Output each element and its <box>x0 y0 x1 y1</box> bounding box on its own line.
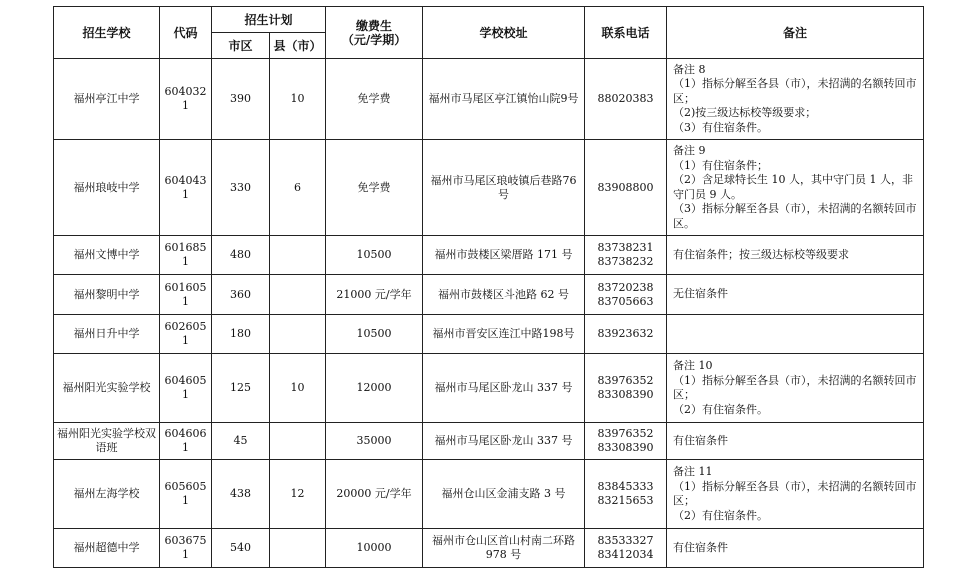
phone-number: 83976352 <box>597 427 654 440</box>
school-cell: 福州黎明中学 <box>54 275 160 315</box>
city-quota-cell: 180 <box>212 315 270 354</box>
phone-number: 83308390 <box>597 388 654 401</box>
remark-line: （2）有住宿条件。 <box>673 508 769 522</box>
address-cell: 福州市仓山区首山村南二环路 978 号 <box>423 529 585 568</box>
remark-line: 备注 10 <box>673 359 713 372</box>
address-cell: 福州市马尾区卧龙山 337 号 <box>423 423 585 460</box>
remark-cell <box>667 59 924 140</box>
code-cell: 6036751 <box>160 529 212 568</box>
code-cell: 6026051 <box>160 315 212 354</box>
county-quota-cell <box>270 423 326 460</box>
phone-number: 88020383 <box>597 92 654 105</box>
code-cell: 6056051 <box>160 460 212 529</box>
city-quota-cell: 540 <box>212 529 270 568</box>
county-quota-cell <box>270 529 326 568</box>
city-quota-cell: 438 <box>212 460 270 529</box>
phone-number: 83533327 <box>597 534 654 547</box>
fee-cell: 10000 <box>326 529 423 568</box>
city-quota-cell: 45 <box>212 423 270 460</box>
header-school: 招生学校 <box>54 7 160 59</box>
remark-cell <box>667 315 924 354</box>
phone-cell <box>585 275 667 315</box>
county-quota-cell: 12 <box>270 460 326 529</box>
header-plan: 招生计划 <box>212 7 326 33</box>
city-quota-cell: 125 <box>212 354 270 423</box>
code-cell: 6040321 <box>160 59 212 140</box>
remark-line: （3）指标分解至各县（市），未招满的名额转回市区。 <box>673 202 917 230</box>
phone-cell <box>585 354 667 423</box>
phone-number: 83215653 <box>597 494 654 507</box>
table-row <box>54 140 924 236</box>
fee-cell: 免学费 <box>326 140 423 236</box>
school-cell: 福州阳光实验学校 <box>54 354 160 423</box>
phone-number: 83738231 <box>597 241 654 254</box>
header-phone: 联系电话 <box>585 7 667 59</box>
fee-cell: 20000 元/学年 <box>326 460 423 529</box>
remark-line: 有住宿条件 <box>673 540 729 554</box>
remark-line: （2）含足球特长生 10 人，其中守门员 1 人，非守门员 9 人。 <box>673 173 913 201</box>
remark-line: （3）有住宿条件。 <box>673 120 769 134</box>
table-row <box>54 423 924 460</box>
county-quota-cell <box>270 275 326 315</box>
remark-line: （1）指标分解至各县（市），未招满的名额转回市区； <box>673 373 917 401</box>
phone-cell <box>585 460 667 529</box>
table-row <box>54 354 924 423</box>
remark-cell <box>667 423 924 460</box>
county-quota-cell <box>270 315 326 354</box>
remark-cell <box>667 140 924 236</box>
header-code: 代码 <box>160 7 212 59</box>
phone-cell <box>585 529 667 568</box>
fee-cell: 10500 <box>326 315 423 354</box>
city-quota-cell: 360 <box>212 275 270 315</box>
school-cell: 福州日升中学 <box>54 315 160 354</box>
phone-number: 83976352 <box>597 374 654 387</box>
remark-line: （2)按三级达标校等级要求； <box>673 106 817 120</box>
fee-cell: 免学费 <box>326 59 423 140</box>
address-cell: 福州市马尾区琅岐镇后巷路76号 <box>423 140 585 236</box>
phone-number: 83908800 <box>597 180 654 194</box>
phone-cell <box>585 59 667 140</box>
header-fee-line2: （元/学期） <box>341 32 407 47</box>
county-quota-cell: 6 <box>270 140 326 236</box>
city-quota-cell: 390 <box>212 59 270 140</box>
remark-cell <box>667 529 924 568</box>
table-row <box>54 529 924 568</box>
fee-cell: 10500 <box>326 236 423 275</box>
phone-number: 83923632 <box>597 327 654 340</box>
header-remark: 备注 <box>667 7 924 59</box>
phone-number: 83308390 <box>597 441 654 454</box>
code-cell: 6016051 <box>160 275 212 315</box>
school-cell: 福州亭江中学 <box>54 59 160 140</box>
remark-line: 无住宿条件 <box>673 287 729 301</box>
school-cell: 福州文博中学 <box>54 236 160 275</box>
county-quota-cell: 10 <box>270 354 326 423</box>
remark-line: 备注 11 <box>673 465 713 478</box>
remark-line: （2）有住宿条件。 <box>673 402 769 416</box>
address-cell: 福州市鼓楼区梁厝路 171 号 <box>423 236 585 275</box>
address-cell: 福州市晋安区连江中路198号 <box>423 315 585 354</box>
table-body <box>54 59 924 568</box>
school-cell: 福州琅岐中学 <box>54 140 160 236</box>
code-cell: 6040431 <box>160 140 212 236</box>
address-cell: 福州市鼓楼区斗池路 62 号 <box>423 275 585 315</box>
header-address: 学校校址 <box>423 7 585 59</box>
admission-table <box>53 6 924 568</box>
fee-cell: 21000 元/学年 <box>326 275 423 315</box>
city-quota-cell: 330 <box>212 140 270 236</box>
county-quota-cell: 10 <box>270 59 326 140</box>
table-row <box>54 59 924 140</box>
school-cell: 福州左海学校 <box>54 460 160 529</box>
county-quota-cell <box>270 236 326 275</box>
school-cell: 福州阳光实验学校双语班 <box>54 423 160 460</box>
remark-line: 有住宿条件；按三级达标校等级要求 <box>673 247 850 261</box>
phone-cell <box>585 236 667 275</box>
phone-cell <box>585 315 667 354</box>
address-cell: 福州市马尾区亭江镇怡山院9号 <box>423 59 585 140</box>
code-cell: 6046051 <box>160 354 212 423</box>
header-fee-line1: 缴费生 <box>356 18 393 33</box>
table-row <box>54 275 924 315</box>
remark-cell <box>667 236 924 275</box>
remark-line: （1）指标分解至各县（市），未招满的名额转回市区； <box>673 77 917 105</box>
address-cell: 福州市马尾区卧龙山 337 号 <box>423 354 585 423</box>
fee-cell: 35000 <box>326 423 423 460</box>
remark-line: （1）有住宿条件； <box>673 158 769 172</box>
remark-cell <box>667 354 924 423</box>
remark-line: （1）指标分解至各县（市），未招满的名额转回市区； <box>673 479 917 507</box>
table-row <box>54 460 924 529</box>
phone-number: 83705663 <box>597 294 654 308</box>
phone-number: 83738232 <box>597 255 654 268</box>
address-cell: 福州仓山区金浦支路 3 号 <box>423 460 585 529</box>
remark-cell <box>667 275 924 315</box>
table-row <box>54 315 924 354</box>
remark-line: 备注 9 <box>673 144 706 157</box>
phone-number: 83845333 <box>597 480 654 493</box>
phone-cell <box>585 140 667 236</box>
code-cell: 6016851 <box>160 236 212 275</box>
code-cell: 6046061 <box>160 423 212 460</box>
city-quota-cell: 480 <box>212 236 270 275</box>
phone-number: 83412034 <box>597 548 654 561</box>
header-fee <box>326 7 423 59</box>
remark-line: 备注 8 <box>673 62 706 76</box>
remark-line: 有住宿条件 <box>673 433 729 447</box>
fee-cell: 12000 <box>326 354 423 423</box>
phone-cell <box>585 423 667 460</box>
remark-cell <box>667 460 924 529</box>
school-cell: 福州超德中学 <box>54 529 160 568</box>
header-city: 市区 <box>212 33 270 59</box>
table-row <box>54 236 924 275</box>
header-county: 县（市） <box>270 33 326 59</box>
phone-number: 83720238 <box>597 280 654 294</box>
